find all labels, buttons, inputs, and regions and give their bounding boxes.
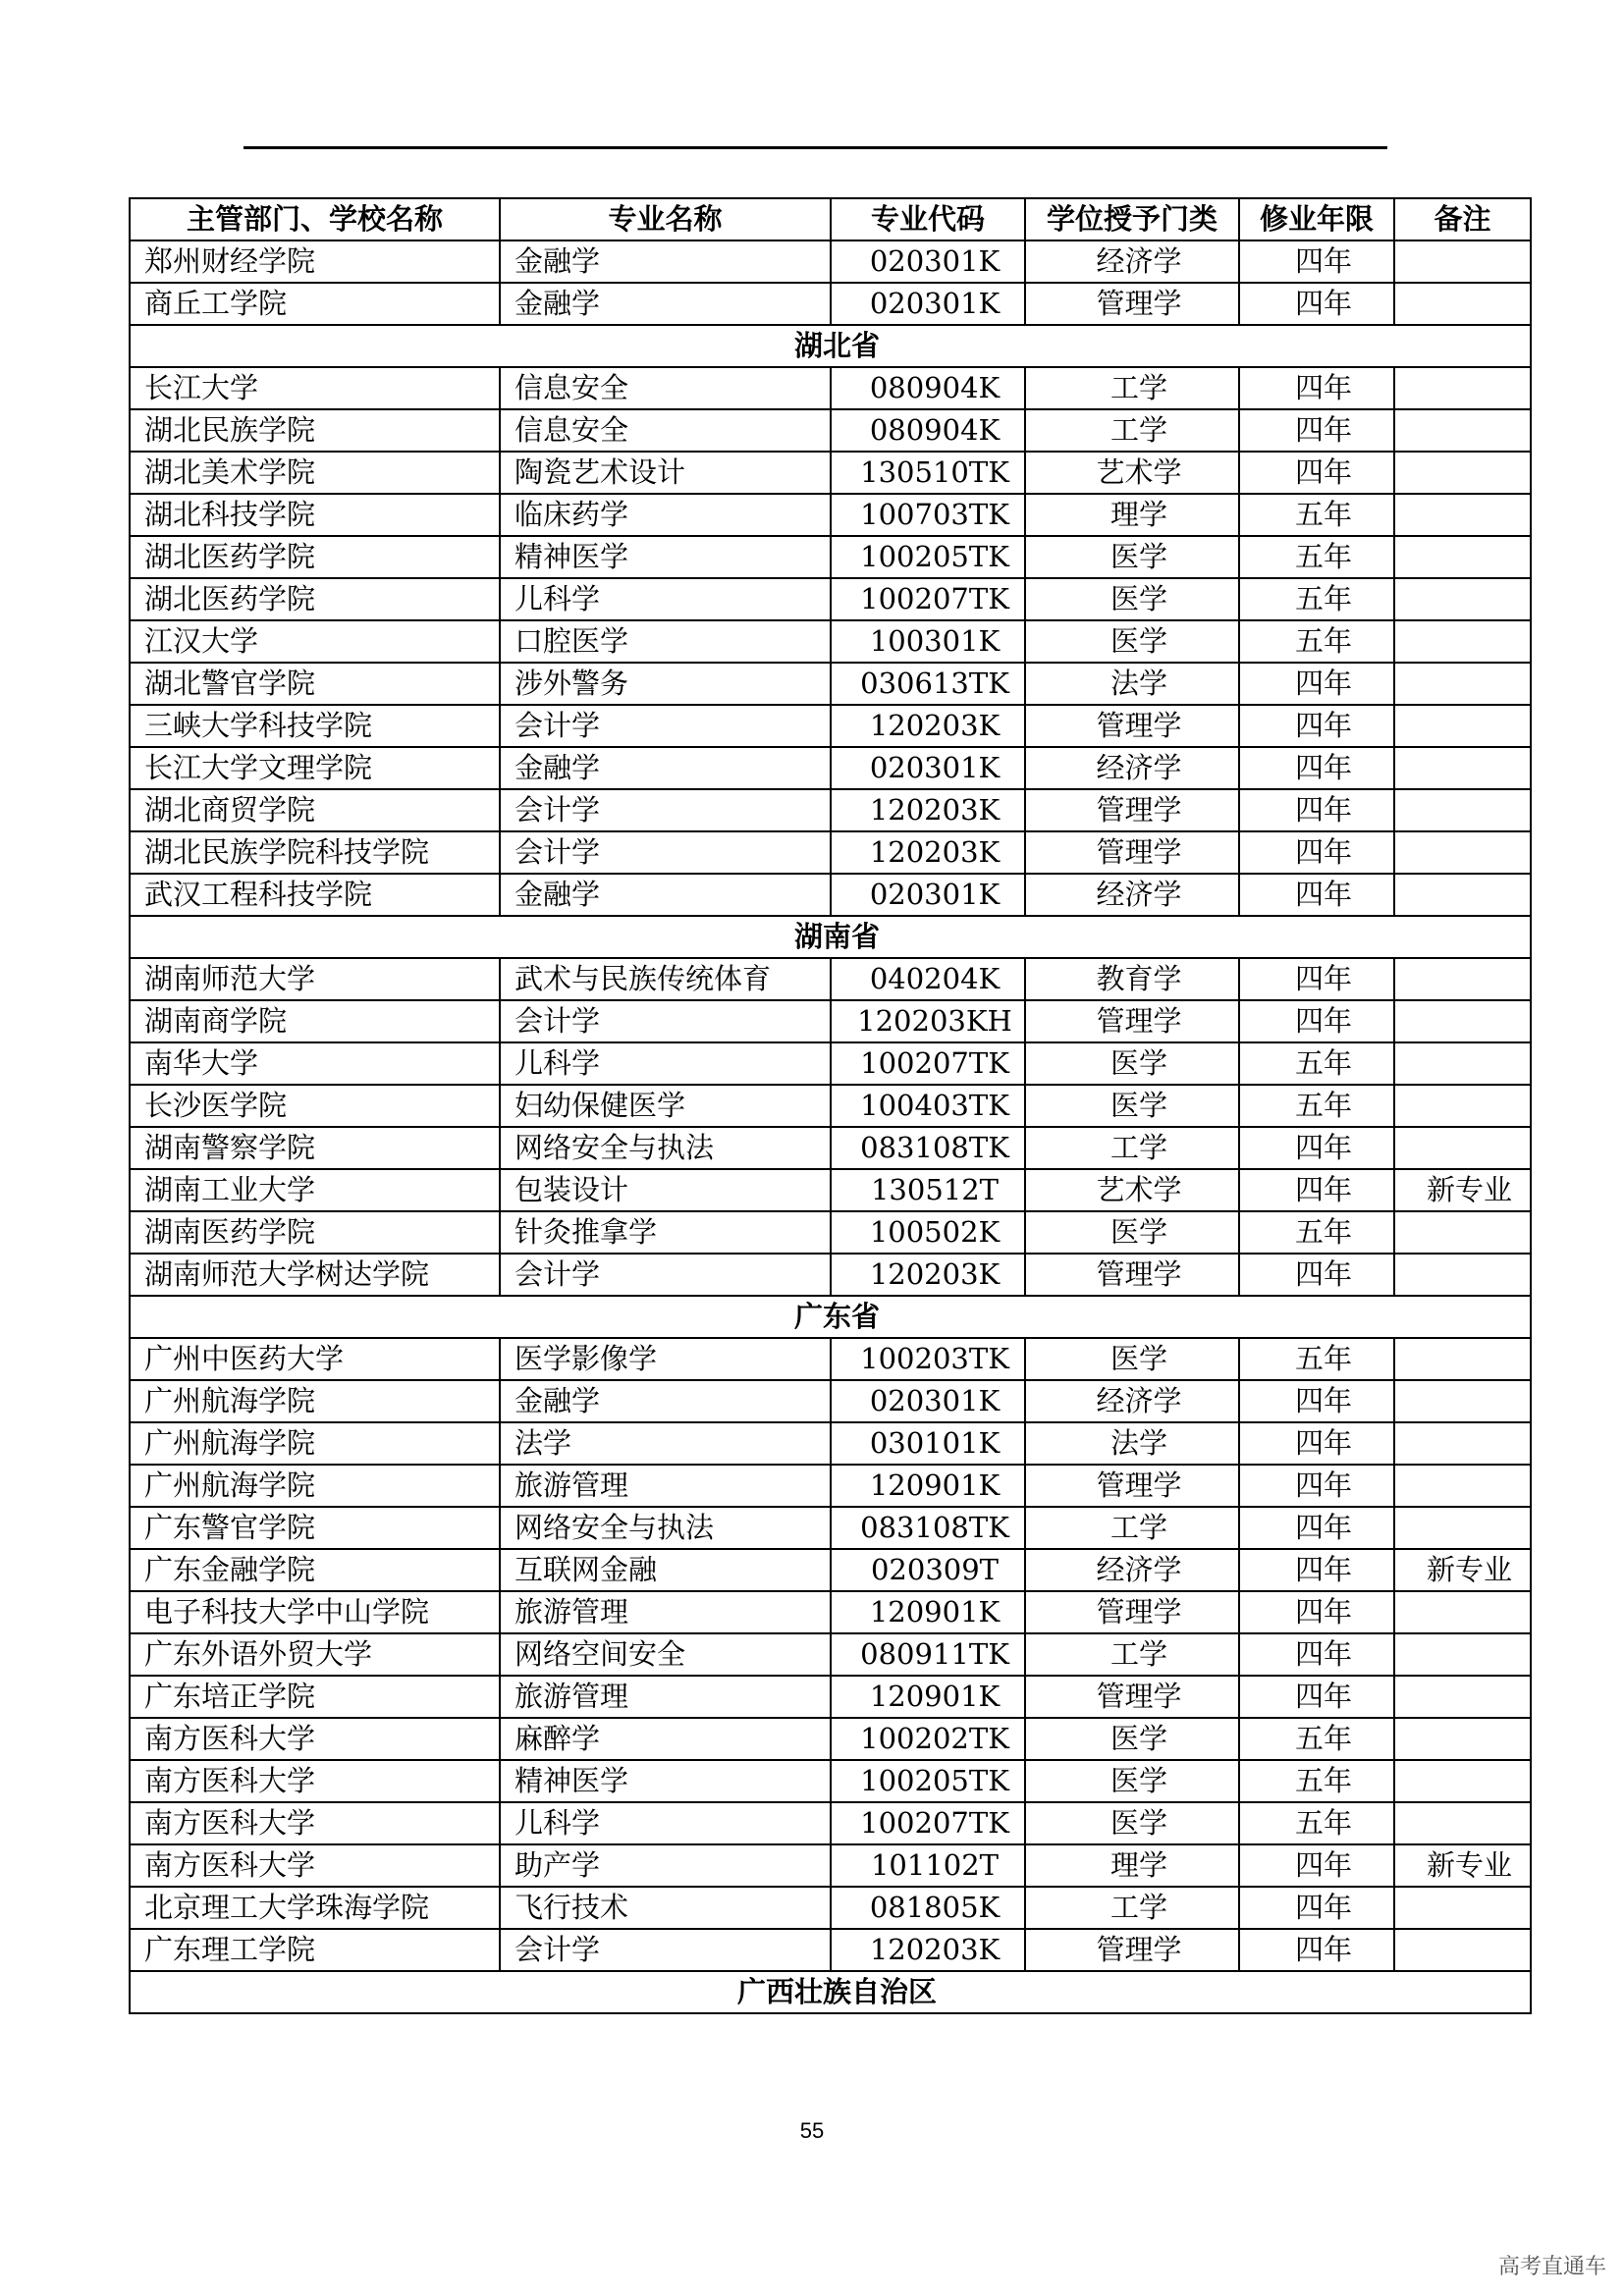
- note: [1394, 1929, 1531, 1971]
- note: [1394, 1718, 1531, 1760]
- study-years: 四年: [1239, 367, 1394, 409]
- study-years: 四年: [1239, 1887, 1394, 1929]
- major-name: 涉外警务: [500, 663, 831, 705]
- table-row: [130, 620, 1531, 663]
- table-row: [130, 789, 1531, 831]
- degree-category: 医学: [1025, 1211, 1239, 1254]
- major-name: 会计学: [500, 705, 831, 747]
- degree-category: 管理学: [1025, 1000, 1239, 1042]
- school-name: 商丘工学院: [130, 283, 500, 325]
- major-code: 100207TK: [831, 578, 1025, 620]
- major-name: 会计学: [500, 789, 831, 831]
- note: [1394, 1802, 1531, 1844]
- table-row: [130, 494, 1531, 536]
- degree-category: 医学: [1025, 578, 1239, 620]
- school-name: 湖北民族学院: [130, 409, 500, 452]
- table-row: [130, 409, 1531, 452]
- study-years: 五年: [1239, 620, 1394, 663]
- major-code: 040204K: [831, 958, 1025, 1000]
- school-name: 湖北商贸学院: [130, 789, 500, 831]
- note: [1394, 1211, 1531, 1254]
- major-name: 儿科学: [500, 1802, 831, 1844]
- major-name: 会计学: [500, 1000, 831, 1042]
- study-years: 四年: [1239, 874, 1394, 916]
- major-name: 儿科学: [500, 1042, 831, 1085]
- degree-category: 法学: [1025, 1422, 1239, 1465]
- degree-category: 医学: [1025, 1760, 1239, 1802]
- major-code: 101102T: [831, 1844, 1025, 1887]
- degree-category: 艺术学: [1025, 1169, 1239, 1211]
- study-years: 五年: [1239, 1085, 1394, 1127]
- school-name: 南方医科大学: [130, 1760, 500, 1802]
- province-row: [130, 916, 1531, 958]
- degree-category: 理学: [1025, 494, 1239, 536]
- major-code: 100203TK: [831, 1338, 1025, 1380]
- school-name: 电子科技大学中山学院: [130, 1591, 500, 1633]
- table-row: [130, 1760, 1531, 1802]
- school-name: 湖南师范大学树达学院: [130, 1254, 500, 1296]
- note: [1394, 1127, 1531, 1169]
- study-years: 四年: [1239, 452, 1394, 494]
- degree-category: 理学: [1025, 1844, 1239, 1887]
- major-name: 旅游管理: [500, 1676, 831, 1718]
- header-major: 专业名称: [500, 198, 831, 240]
- table-row: [130, 1211, 1531, 1254]
- note: 新专业: [1394, 1169, 1531, 1211]
- province-row: [130, 325, 1531, 367]
- major-name: 网络空间安全: [500, 1633, 831, 1676]
- note: [1394, 494, 1531, 536]
- province-row: [130, 1296, 1531, 1338]
- major-code: 083108TK: [831, 1127, 1025, 1169]
- note: [1394, 240, 1531, 283]
- degree-category: 经济学: [1025, 874, 1239, 916]
- major-name: 助产学: [500, 1844, 831, 1887]
- table-row: [130, 536, 1531, 578]
- major-code: 030101K: [831, 1422, 1025, 1465]
- table-row: [130, 663, 1531, 705]
- school-name: 武汉工程科技学院: [130, 874, 500, 916]
- school-name: 湖南师范大学: [130, 958, 500, 1000]
- school-name: 湖南医药学院: [130, 1211, 500, 1254]
- major-name: 临床药学: [500, 494, 831, 536]
- major-name: 会计学: [500, 831, 831, 874]
- note: [1394, 1254, 1531, 1296]
- table-row: [130, 1042, 1531, 1085]
- note: [1394, 663, 1531, 705]
- table-row: [130, 1127, 1531, 1169]
- note: [1394, 1380, 1531, 1422]
- table-body: [130, 240, 1531, 2013]
- study-years: 四年: [1239, 1844, 1394, 1887]
- major-name: 包装设计: [500, 1169, 831, 1211]
- province-heading: 湖南省: [130, 916, 1531, 958]
- major-code: 120203K: [831, 705, 1025, 747]
- school-name: 湖北科技学院: [130, 494, 500, 536]
- study-years: 四年: [1239, 1465, 1394, 1507]
- major-name: 金融学: [500, 240, 831, 283]
- study-years: 五年: [1239, 1802, 1394, 1844]
- major-code: 020301K: [831, 1380, 1025, 1422]
- major-code: 120901K: [831, 1676, 1025, 1718]
- province-row: [130, 1971, 1531, 2013]
- study-years: 五年: [1239, 1338, 1394, 1380]
- degree-category: 医学: [1025, 1042, 1239, 1085]
- major-code: 100502K: [831, 1211, 1025, 1254]
- major-code: 100301K: [831, 620, 1025, 663]
- major-code: 120203K: [831, 789, 1025, 831]
- major-code: 020301K: [831, 747, 1025, 789]
- study-years: 四年: [1239, 1000, 1394, 1042]
- major-code: 100205TK: [831, 536, 1025, 578]
- major-code: 120203K: [831, 1254, 1025, 1296]
- school-name: 广州航海学院: [130, 1380, 500, 1422]
- major-code: 100207TK: [831, 1802, 1025, 1844]
- header-degree: 学位授予门类: [1025, 198, 1239, 240]
- table-row: [130, 1802, 1531, 1844]
- table-row: [130, 1380, 1531, 1422]
- school-name: 郑州财经学院: [130, 240, 500, 283]
- degree-category: 管理学: [1025, 1676, 1239, 1718]
- study-years: 四年: [1239, 1380, 1394, 1422]
- major-code: 020301K: [831, 874, 1025, 916]
- note: [1394, 747, 1531, 789]
- degree-category: 管理学: [1025, 1465, 1239, 1507]
- note: [1394, 874, 1531, 916]
- major-code: 100703TK: [831, 494, 1025, 536]
- header-code: 专业代码: [831, 198, 1025, 240]
- study-years: 五年: [1239, 536, 1394, 578]
- study-years: 四年: [1239, 705, 1394, 747]
- degree-category: 医学: [1025, 1085, 1239, 1127]
- degree-category: 经济学: [1025, 1549, 1239, 1591]
- study-years: 四年: [1239, 1633, 1394, 1676]
- study-years: 四年: [1239, 831, 1394, 874]
- major-code: 120203K: [831, 831, 1025, 874]
- study-years: 四年: [1239, 747, 1394, 789]
- major-name: 飞行技术: [500, 1887, 831, 1929]
- note: [1394, 831, 1531, 874]
- study-years: 四年: [1239, 958, 1394, 1000]
- major-code: 100207TK: [831, 1042, 1025, 1085]
- major-name: 医学影像学: [500, 1338, 831, 1380]
- study-years: 四年: [1239, 1254, 1394, 1296]
- school-name: 江汉大学: [130, 620, 500, 663]
- school-name: 长沙医学院: [130, 1085, 500, 1127]
- note: [1394, 1507, 1531, 1549]
- major-name: 网络安全与执法: [500, 1127, 831, 1169]
- major-code: 120901K: [831, 1465, 1025, 1507]
- note: 新专业: [1394, 1549, 1531, 1591]
- table-row: [130, 1633, 1531, 1676]
- major-name: 会计学: [500, 1929, 831, 1971]
- note: [1394, 452, 1531, 494]
- note: [1394, 1887, 1531, 1929]
- table-row: [130, 1085, 1531, 1127]
- study-years: 四年: [1239, 1127, 1394, 1169]
- major-name: 口腔医学: [500, 620, 831, 663]
- table-row: [130, 1887, 1531, 1929]
- major-name: 互联网金融: [500, 1549, 831, 1591]
- major-code: 080904K: [831, 409, 1025, 452]
- table-row: [130, 1000, 1531, 1042]
- study-years: 四年: [1239, 1591, 1394, 1633]
- major-code: 130510TK: [831, 452, 1025, 494]
- note: [1394, 536, 1531, 578]
- study-years: 五年: [1239, 1760, 1394, 1802]
- table-row: [130, 1254, 1531, 1296]
- degree-category: 经济学: [1025, 1380, 1239, 1422]
- degree-category: 管理学: [1025, 789, 1239, 831]
- degree-category: 工学: [1025, 1507, 1239, 1549]
- major-name: 旅游管理: [500, 1591, 831, 1633]
- table-row: [130, 578, 1531, 620]
- study-years: 五年: [1239, 494, 1394, 536]
- major-code: 080904K: [831, 367, 1025, 409]
- school-name: 广州中医药大学: [130, 1338, 500, 1380]
- note: [1394, 1042, 1531, 1085]
- degree-category: 管理学: [1025, 705, 1239, 747]
- table-row: [130, 1929, 1531, 1971]
- study-years: 五年: [1239, 1211, 1394, 1254]
- degree-category: 医学: [1025, 536, 1239, 578]
- note: [1394, 1591, 1531, 1633]
- note: [1394, 958, 1531, 1000]
- study-years: 四年: [1239, 789, 1394, 831]
- major-code: 120203K: [831, 1929, 1025, 1971]
- table-row: [130, 1507, 1531, 1549]
- degree-category: 经济学: [1025, 240, 1239, 283]
- school-name: 广东警官学院: [130, 1507, 500, 1549]
- table-row: [130, 1422, 1531, 1465]
- school-name: 北京理工大学珠海学院: [130, 1887, 500, 1929]
- major-name: 精神医学: [500, 1760, 831, 1802]
- degree-category: 管理学: [1025, 1929, 1239, 1971]
- table-row: [130, 1169, 1531, 1211]
- major-name: 妇幼保健医学: [500, 1085, 831, 1127]
- province-heading: 湖北省: [130, 325, 1531, 367]
- note: 新专业: [1394, 1844, 1531, 1887]
- study-years: 五年: [1239, 1042, 1394, 1085]
- school-name: 长江大学: [130, 367, 500, 409]
- major-code: 020301K: [831, 283, 1025, 325]
- majors-table: [129, 197, 1532, 2014]
- note: [1394, 705, 1531, 747]
- note: [1394, 1000, 1531, 1042]
- degree-category: 管理学: [1025, 831, 1239, 874]
- school-name: 湖北美术学院: [130, 452, 500, 494]
- table-row: [130, 1549, 1531, 1591]
- degree-category: 管理学: [1025, 1254, 1239, 1296]
- school-name: 湖北医药学院: [130, 578, 500, 620]
- school-name: 长江大学文理学院: [130, 747, 500, 789]
- major-code: 081805K: [831, 1887, 1025, 1929]
- header-school: 主管部门、学校名称: [130, 198, 500, 240]
- study-years: 四年: [1239, 409, 1394, 452]
- degree-category: 教育学: [1025, 958, 1239, 1000]
- major-name: 麻醉学: [500, 1718, 831, 1760]
- study-years: 四年: [1239, 240, 1394, 283]
- province-heading: 广西壮族自治区: [130, 1971, 1531, 2013]
- table-row: [130, 1338, 1531, 1380]
- major-code: 020309T: [831, 1549, 1025, 1591]
- major-name: 精神医学: [500, 536, 831, 578]
- school-name: 湖北警官学院: [130, 663, 500, 705]
- school-name: 湖北民族学院科技学院: [130, 831, 500, 874]
- school-name: 广东金融学院: [130, 1549, 500, 1591]
- school-name: 三峡大学科技学院: [130, 705, 500, 747]
- note: [1394, 1760, 1531, 1802]
- page-number: 55: [799, 2118, 825, 2143]
- degree-category: 法学: [1025, 663, 1239, 705]
- major-name: 针灸推拿学: [500, 1211, 831, 1254]
- major-code: 100202TK: [831, 1718, 1025, 1760]
- school-name: 南华大学: [130, 1042, 500, 1085]
- degree-category: 工学: [1025, 367, 1239, 409]
- study-years: 四年: [1239, 1676, 1394, 1718]
- study-years: 四年: [1239, 663, 1394, 705]
- degree-category: 工学: [1025, 1127, 1239, 1169]
- school-name: 广东理工学院: [130, 1929, 500, 1971]
- table-row: [130, 1465, 1531, 1507]
- note: [1394, 1676, 1531, 1718]
- header-row: [130, 198, 1531, 240]
- note: [1394, 1633, 1531, 1676]
- degree-category: 医学: [1025, 1802, 1239, 1844]
- degree-category: 工学: [1025, 1887, 1239, 1929]
- major-name: 信息安全: [500, 367, 831, 409]
- header-note: 备注: [1394, 198, 1531, 240]
- degree-category: 医学: [1025, 1718, 1239, 1760]
- degree-category: 医学: [1025, 620, 1239, 663]
- table-row: [130, 283, 1531, 325]
- table-row: [130, 1718, 1531, 1760]
- header-years: 修业年限: [1239, 198, 1394, 240]
- note: [1394, 1422, 1531, 1465]
- top-rule: [244, 146, 1387, 149]
- major-code: 130512T: [831, 1169, 1025, 1211]
- major-code: 100205TK: [831, 1760, 1025, 1802]
- table-row: [130, 1844, 1531, 1887]
- school-name: 湖南工业大学: [130, 1169, 500, 1211]
- note: [1394, 789, 1531, 831]
- study-years: 四年: [1239, 283, 1394, 325]
- table-row: [130, 747, 1531, 789]
- major-name: 儿科学: [500, 578, 831, 620]
- study-years: 四年: [1239, 1169, 1394, 1211]
- study-years: 五年: [1239, 1718, 1394, 1760]
- major-name: 旅游管理: [500, 1465, 831, 1507]
- note: [1394, 620, 1531, 663]
- school-name: 广州航海学院: [130, 1465, 500, 1507]
- degree-category: 医学: [1025, 1338, 1239, 1380]
- study-years: 四年: [1239, 1929, 1394, 1971]
- major-name: 法学: [500, 1422, 831, 1465]
- table-row: [130, 1676, 1531, 1718]
- table-row: [130, 452, 1531, 494]
- study-years: 五年: [1239, 578, 1394, 620]
- school-name: 广东培正学院: [130, 1676, 500, 1718]
- note: [1394, 1085, 1531, 1127]
- major-name: 金融学: [500, 283, 831, 325]
- note: [1394, 367, 1531, 409]
- major-name: 金融学: [500, 874, 831, 916]
- study-years: 四年: [1239, 1549, 1394, 1591]
- note: [1394, 1465, 1531, 1507]
- school-name: 南方医科大学: [130, 1718, 500, 1760]
- degree-category: 管理学: [1025, 1591, 1239, 1633]
- note: [1394, 578, 1531, 620]
- table-row: [130, 367, 1531, 409]
- major-code: 083108TK: [831, 1507, 1025, 1549]
- major-name: 金融学: [500, 747, 831, 789]
- degree-category: 经济学: [1025, 747, 1239, 789]
- school-name: 广州航海学院: [130, 1422, 500, 1465]
- degree-category: 管理学: [1025, 283, 1239, 325]
- province-heading: 广东省: [130, 1296, 1531, 1338]
- table-row: [130, 874, 1531, 916]
- school-name: 南方医科大学: [130, 1844, 500, 1887]
- watermark: 高考直通车: [1497, 2255, 1606, 2279]
- major-code: 100403TK: [831, 1085, 1025, 1127]
- table-row: [130, 958, 1531, 1000]
- major-name: 金融学: [500, 1380, 831, 1422]
- school-name: 湖北医药学院: [130, 536, 500, 578]
- degree-category: 艺术学: [1025, 452, 1239, 494]
- major-code: 020301K: [831, 240, 1025, 283]
- school-name: 南方医科大学: [130, 1802, 500, 1844]
- study-years: 四年: [1239, 1422, 1394, 1465]
- note: [1394, 283, 1531, 325]
- school-name: 广东外语外贸大学: [130, 1633, 500, 1676]
- table-row: [130, 240, 1531, 283]
- major-name: 会计学: [500, 1254, 831, 1296]
- table-row: [130, 705, 1531, 747]
- note: [1394, 1338, 1531, 1380]
- table-row: [130, 1591, 1531, 1633]
- major-name: 信息安全: [500, 409, 831, 452]
- major-name: 网络安全与执法: [500, 1507, 831, 1549]
- school-name: 湖南商学院: [130, 1000, 500, 1042]
- major-code: 080911TK: [831, 1633, 1025, 1676]
- degree-category: 工学: [1025, 409, 1239, 452]
- table-row: [130, 831, 1531, 874]
- major-name: 陶瓷艺术设计: [500, 452, 831, 494]
- school-name: 湖南警察学院: [130, 1127, 500, 1169]
- major-code: 120203KH: [831, 1000, 1025, 1042]
- major-code: 030613TK: [831, 663, 1025, 705]
- study-years: 四年: [1239, 1507, 1394, 1549]
- degree-category: 工学: [1025, 1633, 1239, 1676]
- major-code: 120901K: [831, 1591, 1025, 1633]
- note: [1394, 409, 1531, 452]
- major-name: 武术与民族传统体育: [500, 958, 831, 1000]
